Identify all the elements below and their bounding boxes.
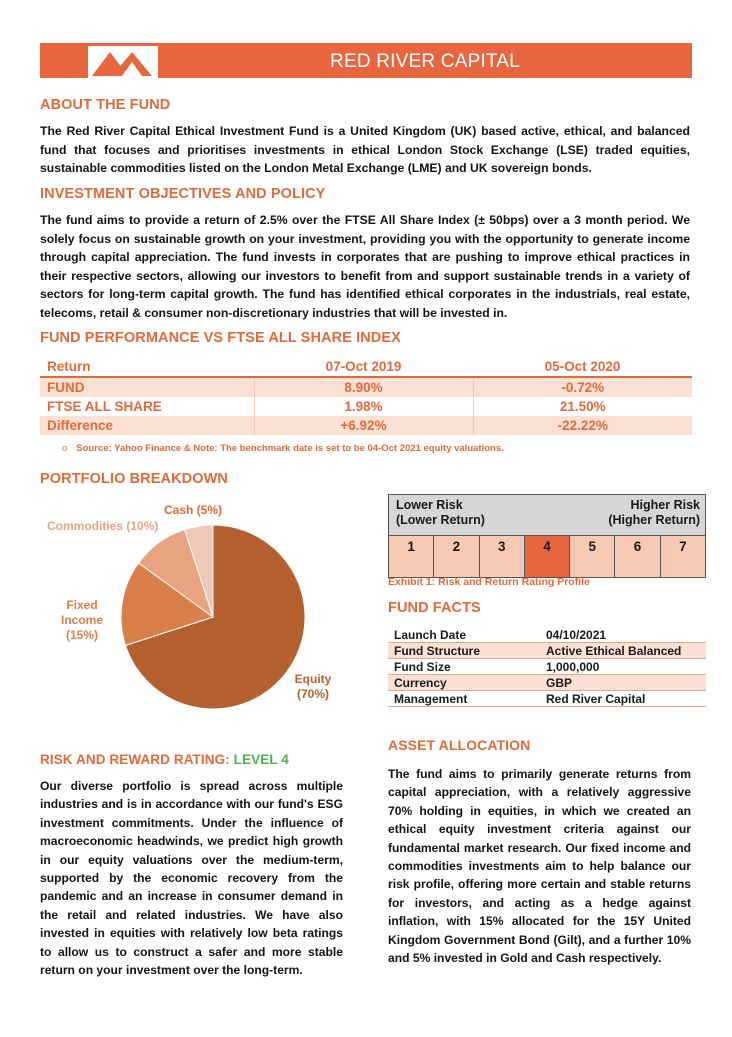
fund-facts-table [388, 627, 706, 707]
table-cell: 21.50% [473, 397, 692, 416]
pie-label-cash: Cash (5%) [164, 503, 223, 517]
exhibit-caption: Exhibit 1: Risk and Return Rating Profile [388, 576, 590, 588]
label-line: (Lower Return) [396, 513, 485, 527]
label-line: Equity [294, 672, 332, 686]
label-line: (Higher Return) [608, 513, 700, 527]
table-cell: 8.90% [254, 377, 473, 397]
table-cell: +6.92% [254, 416, 473, 435]
rating-level: LEVEL 4 [233, 752, 289, 767]
pie-label-fixed-income [44, 598, 120, 643]
table-row [388, 691, 706, 707]
table-cell: -0.72% [473, 377, 692, 397]
allocation-heading: ASSET ALLOCATION [388, 737, 531, 753]
risk-level-scale [389, 536, 705, 577]
portfolio-pie-chart [118, 522, 308, 712]
fact-key: Fund Size [388, 659, 540, 675]
pie-label-commodities: Commodities (10%) [47, 519, 159, 533]
rating-text: Our diverse portfolio is spread across multiple industries and is in accordance with our fund's ESG investment commitments. Under the influence of macroeconomic headwinds, we predict high growth in our equity valuations over the medium-term, supported by the economic recovery from the pandemic and an increase in consumer demand in the retail and related industries. We have also invested in equities with relatively low beta ratings to allow us to construct a safer and more stable return on your investment over the long-term. [40, 779, 343, 978]
risk-profile-box [388, 494, 706, 578]
table-row [388, 627, 706, 643]
label-line: Lower Risk [396, 498, 463, 512]
risk-level-7: 7 [661, 536, 705, 577]
header-title: RED RIVER CAPITAL [330, 51, 520, 72]
allocation-text: The fund aims to primarily generate returns from capital appreciation, with a relatively aggressive 70% holding in equities, in which we created an ethical equity investment criteria against our fundamental market research. Our fixed income and commodities investments aim to help balance our risk profile, offering more certain and stable returns for investors, and acting as a hedge against inflation, with 15% allocated for the 15Y United Kingdom Government Bond (Gilt), and a further 10% and 5% invested in Gold and Cash respectively. [388, 767, 691, 966]
table-header: Return [40, 357, 254, 377]
table-cell: 1.98% [254, 397, 473, 416]
performance-table [40, 357, 692, 435]
table-row [40, 416, 692, 435]
fact-key: Launch Date [388, 627, 540, 643]
about-heading: ABOUT THE FUND [40, 97, 171, 113]
risk-level-6: 6 [615, 536, 660, 577]
bullet-icon: o [62, 443, 68, 454]
company-logo [88, 46, 158, 78]
fact-key: Fund Structure [388, 643, 540, 659]
fact-key: Management [388, 691, 540, 707]
rating-heading-text: RISK AND REWARD RATING: [40, 752, 234, 767]
risk-level-1: 1 [389, 536, 434, 577]
lower-risk-label [396, 498, 485, 528]
table-row [388, 659, 706, 675]
table-row [388, 643, 706, 659]
label-line: Income [60, 613, 103, 627]
risk-profile-header [389, 495, 705, 536]
objectives-heading: INVESTMENT OBJECTIVES AND POLICY [40, 186, 326, 202]
table-header: 07-Oct 2019 [254, 357, 473, 377]
performance-source [62, 443, 504, 454]
fact-value: Active Ethical Balanced [540, 643, 706, 659]
rating-heading [40, 752, 289, 767]
pie-label-equity [288, 672, 338, 702]
table-row [40, 377, 692, 397]
fact-value: 1,000,000 [540, 659, 706, 675]
table-row [388, 675, 706, 691]
fact-value: Red River Capital [540, 691, 706, 707]
table-cell: Difference [40, 416, 254, 435]
label-line: (70%) [296, 687, 329, 701]
table-cell: FUND [40, 377, 254, 397]
objectives-text: The fund aims to provide a return of 2.5% over the FTSE All Share Index (± 50bps) over a 3 month period. We solely focus on sustainable growth on your investment, providing you with the opportunity to generate income through capital appreciation. The fund invests in corporates that are pushing to improve ethical practices in their respective sectors, allowing our investors to benefit from and support sustainable trends in a variety of sectors for long-term capital growth. The fund has identified ethical corporates in the industrials, real estate, telecoms, retail & consumer non-discretionary industries that will be invested in. [40, 213, 690, 320]
performance-header-row [40, 357, 692, 377]
table-row [40, 397, 692, 416]
table-header: 05-Oct 2020 [473, 357, 692, 377]
portfolio-heading: PORTFOLIO BREAKDOWN [40, 471, 228, 487]
label-line: Higher Risk [630, 498, 700, 512]
risk-level-3: 3 [480, 536, 525, 577]
performance-heading: FUND PERFORMANCE VS FTSE ALL SHARE INDEX [40, 330, 401, 346]
fund-facts-heading: FUND FACTS [388, 600, 481, 616]
fact-key: Currency [388, 675, 540, 691]
table-cell: -22.22% [473, 416, 692, 435]
higher-risk-label [608, 498, 700, 528]
risk-level-4: 4 [525, 536, 570, 577]
about-text: The Red River Capital Ethical Investment Fund is a United Kingdom (UK) based active, ethical, and balanced fund that focuses and prioritises investments in ethical London Stock Exchange (LSE) traded equities, sustainable commodities listed on the London Metal Exchange (LME) and UK sovereign bonds. [40, 124, 690, 176]
source-text: Source: Yahoo Finance & Note: The benchmark date is set to be 04-Oct 2021 equity valuations. [76, 443, 504, 454]
fact-value: 04/10/2021 [540, 627, 706, 643]
table-cell: FTSE ALL SHARE [40, 397, 254, 416]
label-line: (15%) [65, 628, 98, 642]
risk-level-5: 5 [570, 536, 615, 577]
risk-level-2: 2 [434, 536, 479, 577]
label-line: Fixed [66, 598, 98, 612]
fact-value: GBP [540, 675, 706, 691]
